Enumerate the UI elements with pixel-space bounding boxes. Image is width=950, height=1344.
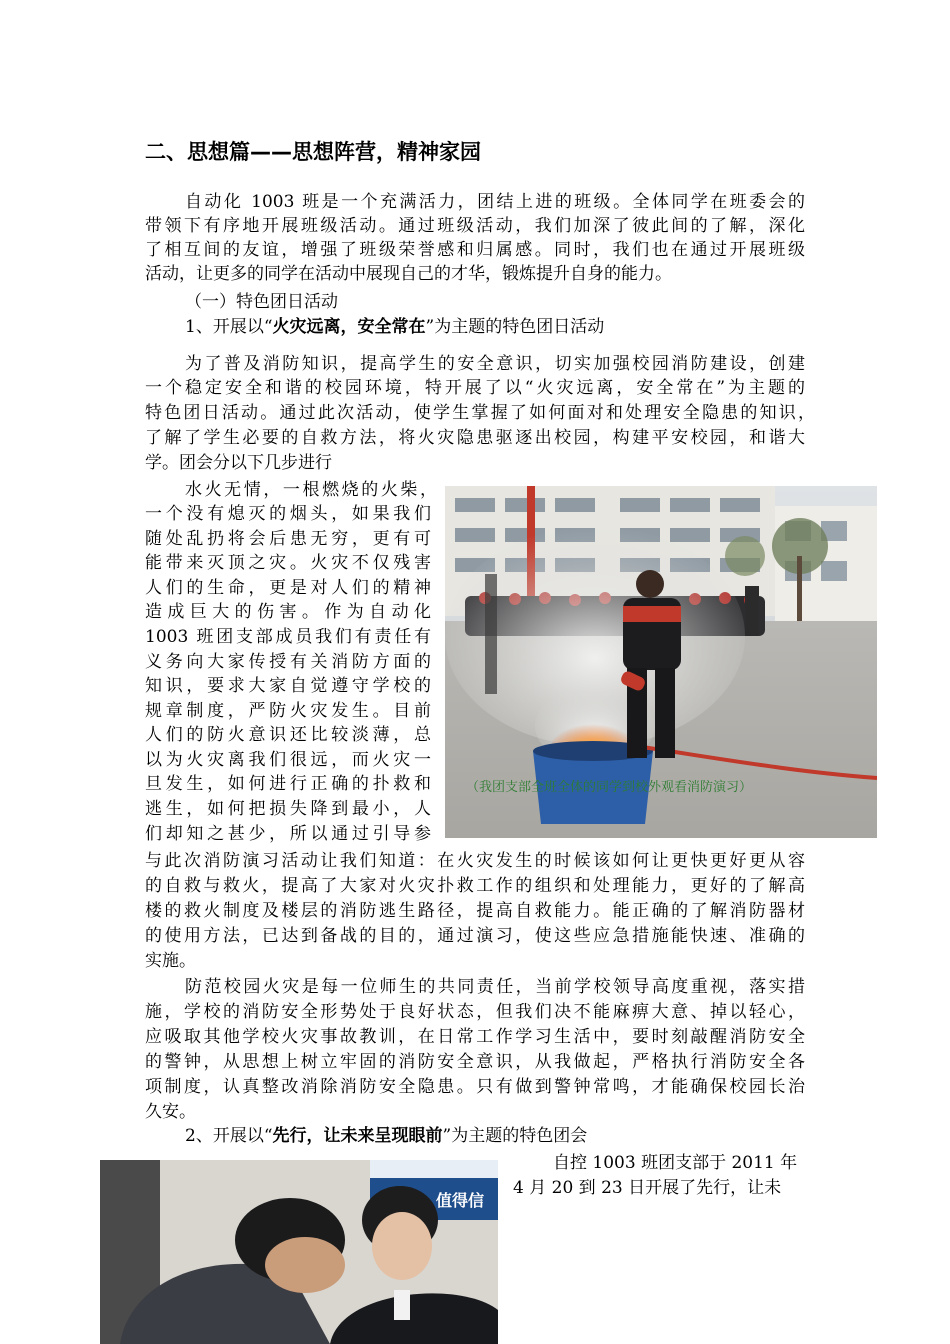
intro-line: 自动化 1003 班是一个充满活力，团结上进的班级。全体同学在班委会的 <box>185 192 805 212</box>
paragraph-line: 1003 班团支部成员我们有责任有 <box>145 627 431 647</box>
paragraph-line: 旦发生，如何进行正确的扑救和 <box>145 774 431 794</box>
paragraph-line: 特色团日活动。通过此次活动，使学生掌握了如何面对和处理安全隐患的知识， <box>145 403 815 423</box>
intro-line: 了相互间的友谊，增强了班级荣誉感和归属感。同时，我们也在通过开展班级 <box>145 240 805 260</box>
paragraph-line: 的警钟，从思想上树立牢固的消防安全意识，从我做起，严格执行消防安全各 <box>145 1052 805 1072</box>
paragraph-line: 水火无情，一根燃烧的火柴， <box>185 480 437 500</box>
intro-line: 活动，让更多的同学在活动中展现自己的才华，锻炼提升自身的能力。 <box>145 264 672 284</box>
paragraph-line: 防范校园火灾是每一位师生的共同责任，当前学校领导高度重视，落实措 <box>185 977 805 997</box>
paragraph-line: 楼的救火制度及楼层的消防逃生路径，提高自救能力。能正确的了解消防器材 <box>145 901 805 921</box>
paragraph-line: 自控 1003 班团支部于 2011 年 <box>553 1153 798 1173</box>
paragraph-line: 项制度，认真整改消除消防安全隐患。只有做到警钟常鸣，才能确保校园长治 <box>145 1077 805 1097</box>
subsection-title: （一）特色团日活动 <box>185 292 338 312</box>
paragraph-line: 们却知之甚少，所以通过引导参 <box>145 824 431 844</box>
sign-text: 值得信 <box>436 1191 485 1210</box>
paragraph-line: 为了普及消防知识，提高学生的安全意识，切实加强校园消防建设，创建 <box>185 354 805 374</box>
event-photo <box>100 1160 498 1344</box>
paragraph-line: 了解了学生必要的自救方法，将火灾隐患驱逐出校园，构建平安校园，和谐大 <box>145 428 805 448</box>
activity-title-1: 1、开展以“火灾远离，安全常在”为主题的特色团日活动 <box>185 317 605 337</box>
paragraph-line: 的使用方法，已达到备战的目的，通过演习，使这些应急措施能快速、准确的 <box>145 926 805 946</box>
paragraph-line: 人们的防火意识还比较淡薄，总 <box>145 725 431 745</box>
paragraph-line: 实施。 <box>145 951 196 971</box>
paragraph-line: 施，学校的消防安全形势处于良好状态，但我们决不能麻痹大意、掉以轻心， <box>145 1002 805 1022</box>
paragraph-line: 一个没有熄灭的烟头，如果我们 <box>145 504 431 524</box>
paragraph-line: 学。团会分以下几步进行 <box>145 453 332 473</box>
paragraph-line: 以为火灾离我们很远，而火灾一 <box>145 750 431 770</box>
activity-title-2: 2、开展以“先行，让未来呈现眼前”为主题的特色团会 <box>185 1126 588 1146</box>
paragraph-line: 规章制度，严防火灾发生。目前 <box>145 701 431 721</box>
paragraph-line: 义务向大家传授有关消防方面的 <box>145 652 431 672</box>
section-heading: 二、思想篇——思想阵营，精神家园 <box>145 140 481 164</box>
intro-line: 带领下有序地开展班级活动。通过班级活动，我们加深了彼此间的了解，深化 <box>145 216 805 236</box>
paragraph-line: 造成巨大的伤害。作为自动化 <box>145 602 431 622</box>
paragraph-line: 的自救与救火，提高了大家对火灾扑救工作的组织和处理能力，更好的了解高 <box>145 876 805 896</box>
photo-caption: （我团支部全班全体的同学到校外观看消防演习） <box>466 780 753 795</box>
paragraph-line: 人们的生命，更是对人们的精神 <box>145 578 431 598</box>
paragraph-line: 与此次消防演习活动让我们知道：在火灾发生的时候该如何让更快更好更从容 <box>145 851 805 871</box>
paragraph-line: 逃生，如何把损失降到最小，人 <box>145 799 431 819</box>
paragraph-line: 久安。 <box>145 1102 196 1122</box>
paragraph-line: 能带来灭顶之灾。火灾不仅残害 <box>145 553 431 573</box>
paragraph-line: 应吸取其他学校火灾事故教训，在日常工作学习生活中，要时刻敲醒消防安全 <box>145 1027 805 1047</box>
paragraph-line: 随处乱扔将会后患无穷，更有可 <box>145 529 431 549</box>
paragraph-line: 知识，要求大家自觉遵守学校的 <box>145 676 431 696</box>
paragraph-line: 4 月 20 到 23 日开展了先行，让未 <box>513 1178 782 1198</box>
paragraph-line: 一个稳定安全和谐的校园环境，特开展了以“火灾远离，安全常在”为主题的 <box>145 378 805 398</box>
